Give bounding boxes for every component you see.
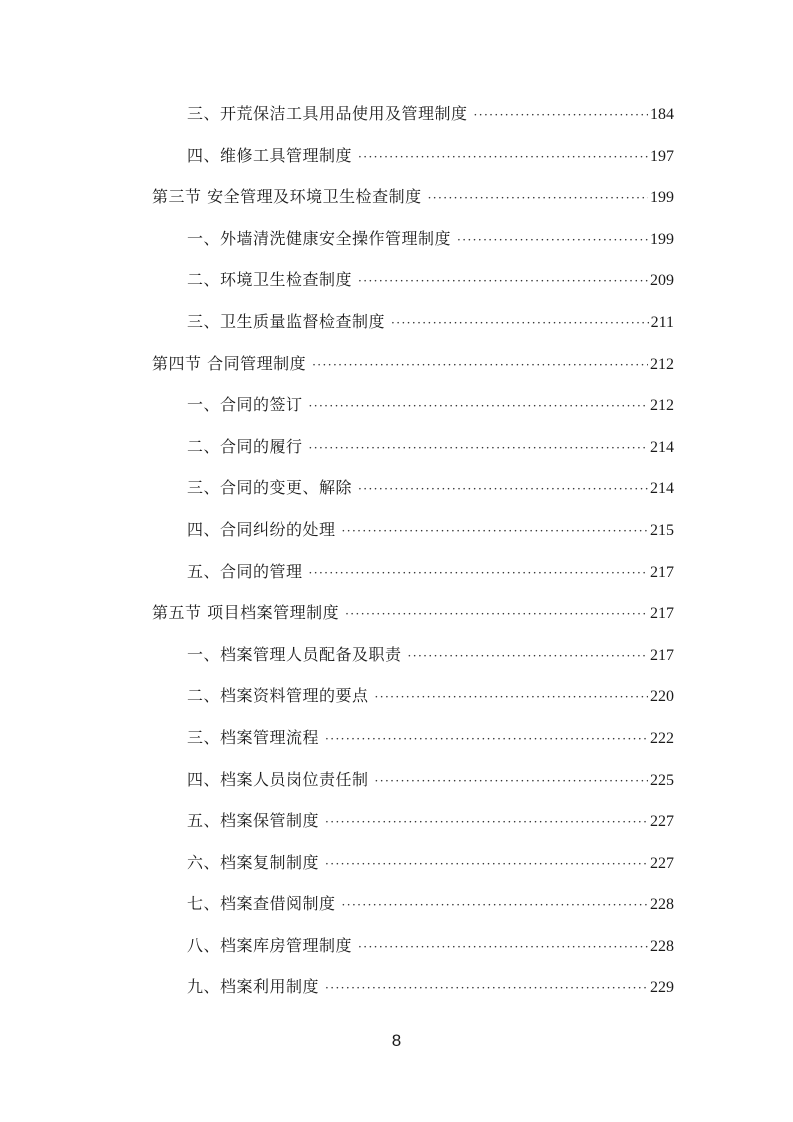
toc-entry-page: 212 xyxy=(650,397,674,415)
dot-leader xyxy=(358,937,648,957)
toc-entry[interactable] xyxy=(152,686,674,728)
dot-leader xyxy=(325,854,648,874)
dot-leader xyxy=(408,646,648,666)
dot-leader xyxy=(375,771,648,791)
dot-leader xyxy=(428,188,648,208)
toc-entry-page: 184 xyxy=(650,106,674,123)
dot-leader xyxy=(345,604,648,624)
toc-section-entry[interactable] xyxy=(152,603,674,645)
toc-entry-title: 五、合同的管理 xyxy=(187,561,303,581)
toc-entry-page: 214 xyxy=(650,438,674,456)
toc-entry-page: 220 xyxy=(650,688,674,706)
toc-entry[interactable] xyxy=(152,853,674,895)
toc-entry-page: 209 xyxy=(650,272,674,290)
dot-leader xyxy=(309,563,648,583)
toc-entry-title: 六、档案复制制度 xyxy=(187,852,320,872)
toc-entry[interactable] xyxy=(152,811,674,853)
toc-entry-title: 三、合同的变更、解除 xyxy=(187,478,353,498)
page-number: 8 xyxy=(391,1031,402,1050)
toc-entry-page: 222 xyxy=(650,729,674,747)
toc-entry[interactable] xyxy=(152,562,674,604)
dot-leader xyxy=(325,729,648,749)
toc-entry-title: 五、档案保管制度 xyxy=(187,811,320,831)
toc-section-entry[interactable] xyxy=(152,187,674,229)
toc-entry-title: 二、档案资料管理的要点 xyxy=(187,686,369,706)
toc-entry-title: 四、合同纠纷的处理 xyxy=(187,519,336,539)
dot-leader xyxy=(457,230,648,250)
toc-entry-page: 199 xyxy=(650,230,674,248)
toc-entry-title: 二、环境卫生检查制度 xyxy=(187,270,353,290)
toc-entry-page: 197 xyxy=(650,147,674,165)
toc-entry[interactable] xyxy=(152,770,674,812)
toc-entry[interactable] xyxy=(152,728,674,770)
toc-entry-title: 七、档案查借阅制度 xyxy=(187,894,336,914)
toc-entry-page: 228 xyxy=(650,937,674,955)
dot-leader xyxy=(325,812,648,832)
toc-entry[interactable] xyxy=(152,229,674,271)
toc-entry-title: 二、合同的履行 xyxy=(187,436,303,456)
toc-entry-page: 212 xyxy=(650,355,674,373)
toc-entry-page: 227 xyxy=(650,813,674,831)
toc-entry-page: 217 xyxy=(650,605,674,623)
toc-entry[interactable] xyxy=(152,936,674,978)
dot-leader xyxy=(342,895,648,915)
toc-entry-page: 217 xyxy=(650,563,674,581)
toc-entry-title: 四、维修工具管理制度 xyxy=(187,145,353,165)
toc-entry-page: 228 xyxy=(650,896,674,914)
toc-entry-title: 第三节 安全管理及环境卫生检查制度 xyxy=(152,187,422,207)
toc-entry-title: 第四节 合同管理制度 xyxy=(152,353,307,373)
toc-entry-page: 211 xyxy=(650,313,674,331)
toc-entry-page: 215 xyxy=(650,521,674,539)
table-of-contents xyxy=(152,104,674,1019)
toc-entry-page: 214 xyxy=(650,480,674,498)
toc-entry[interactable] xyxy=(152,437,674,479)
toc-section-entry[interactable] xyxy=(152,354,674,396)
toc-entry-title: 三、卫生质量监督检查制度 xyxy=(187,311,386,331)
toc-entry[interactable] xyxy=(152,478,674,520)
toc-entry-page: 229 xyxy=(650,979,674,997)
toc-entry-page: 199 xyxy=(650,189,674,207)
toc-entry-title: 第五节 项目档案管理制度 xyxy=(152,603,340,623)
toc-entry[interactable] xyxy=(152,270,674,312)
toc-entry[interactable] xyxy=(152,894,674,936)
dot-leader xyxy=(375,687,648,707)
dot-leader xyxy=(358,271,648,291)
toc-entry[interactable] xyxy=(152,520,674,562)
dot-leader xyxy=(325,978,648,998)
toc-entry-title: 一、合同的签订 xyxy=(187,395,303,415)
toc-entry[interactable] xyxy=(152,395,674,437)
dot-leader xyxy=(342,521,648,541)
dot-leader xyxy=(309,438,648,458)
toc-entry-title: 一、外墙清洗健康安全操作管理制度 xyxy=(187,228,452,248)
toc-entry[interactable] xyxy=(152,312,674,354)
toc-entry-title: 三、开荒保洁工具用品使用及管理制度 xyxy=(187,104,468,123)
dot-leader xyxy=(358,147,648,167)
toc-entry[interactable] xyxy=(152,104,674,146)
toc-entry-title: 九、档案利用制度 xyxy=(187,977,320,997)
toc-entry-page: 217 xyxy=(650,646,674,664)
dot-leader xyxy=(358,479,648,499)
toc-entry[interactable] xyxy=(152,146,674,188)
toc-entry-title: 一、档案管理人员配备及职责 xyxy=(187,644,402,664)
toc-entry[interactable] xyxy=(152,645,674,687)
dot-leader xyxy=(474,105,648,125)
toc-entry-title: 八、档案库房管理制度 xyxy=(187,935,353,955)
toc-entry-page: 227 xyxy=(650,854,674,872)
dot-leader xyxy=(309,396,648,416)
dot-leader xyxy=(312,355,648,375)
dot-leader xyxy=(391,313,649,333)
toc-entry-title: 三、档案管理流程 xyxy=(187,727,320,747)
toc-entry-title: 四、档案人员岗位责任制 xyxy=(187,769,369,789)
toc-entry[interactable] xyxy=(152,977,674,1019)
toc-entry-page: 225 xyxy=(650,771,674,789)
